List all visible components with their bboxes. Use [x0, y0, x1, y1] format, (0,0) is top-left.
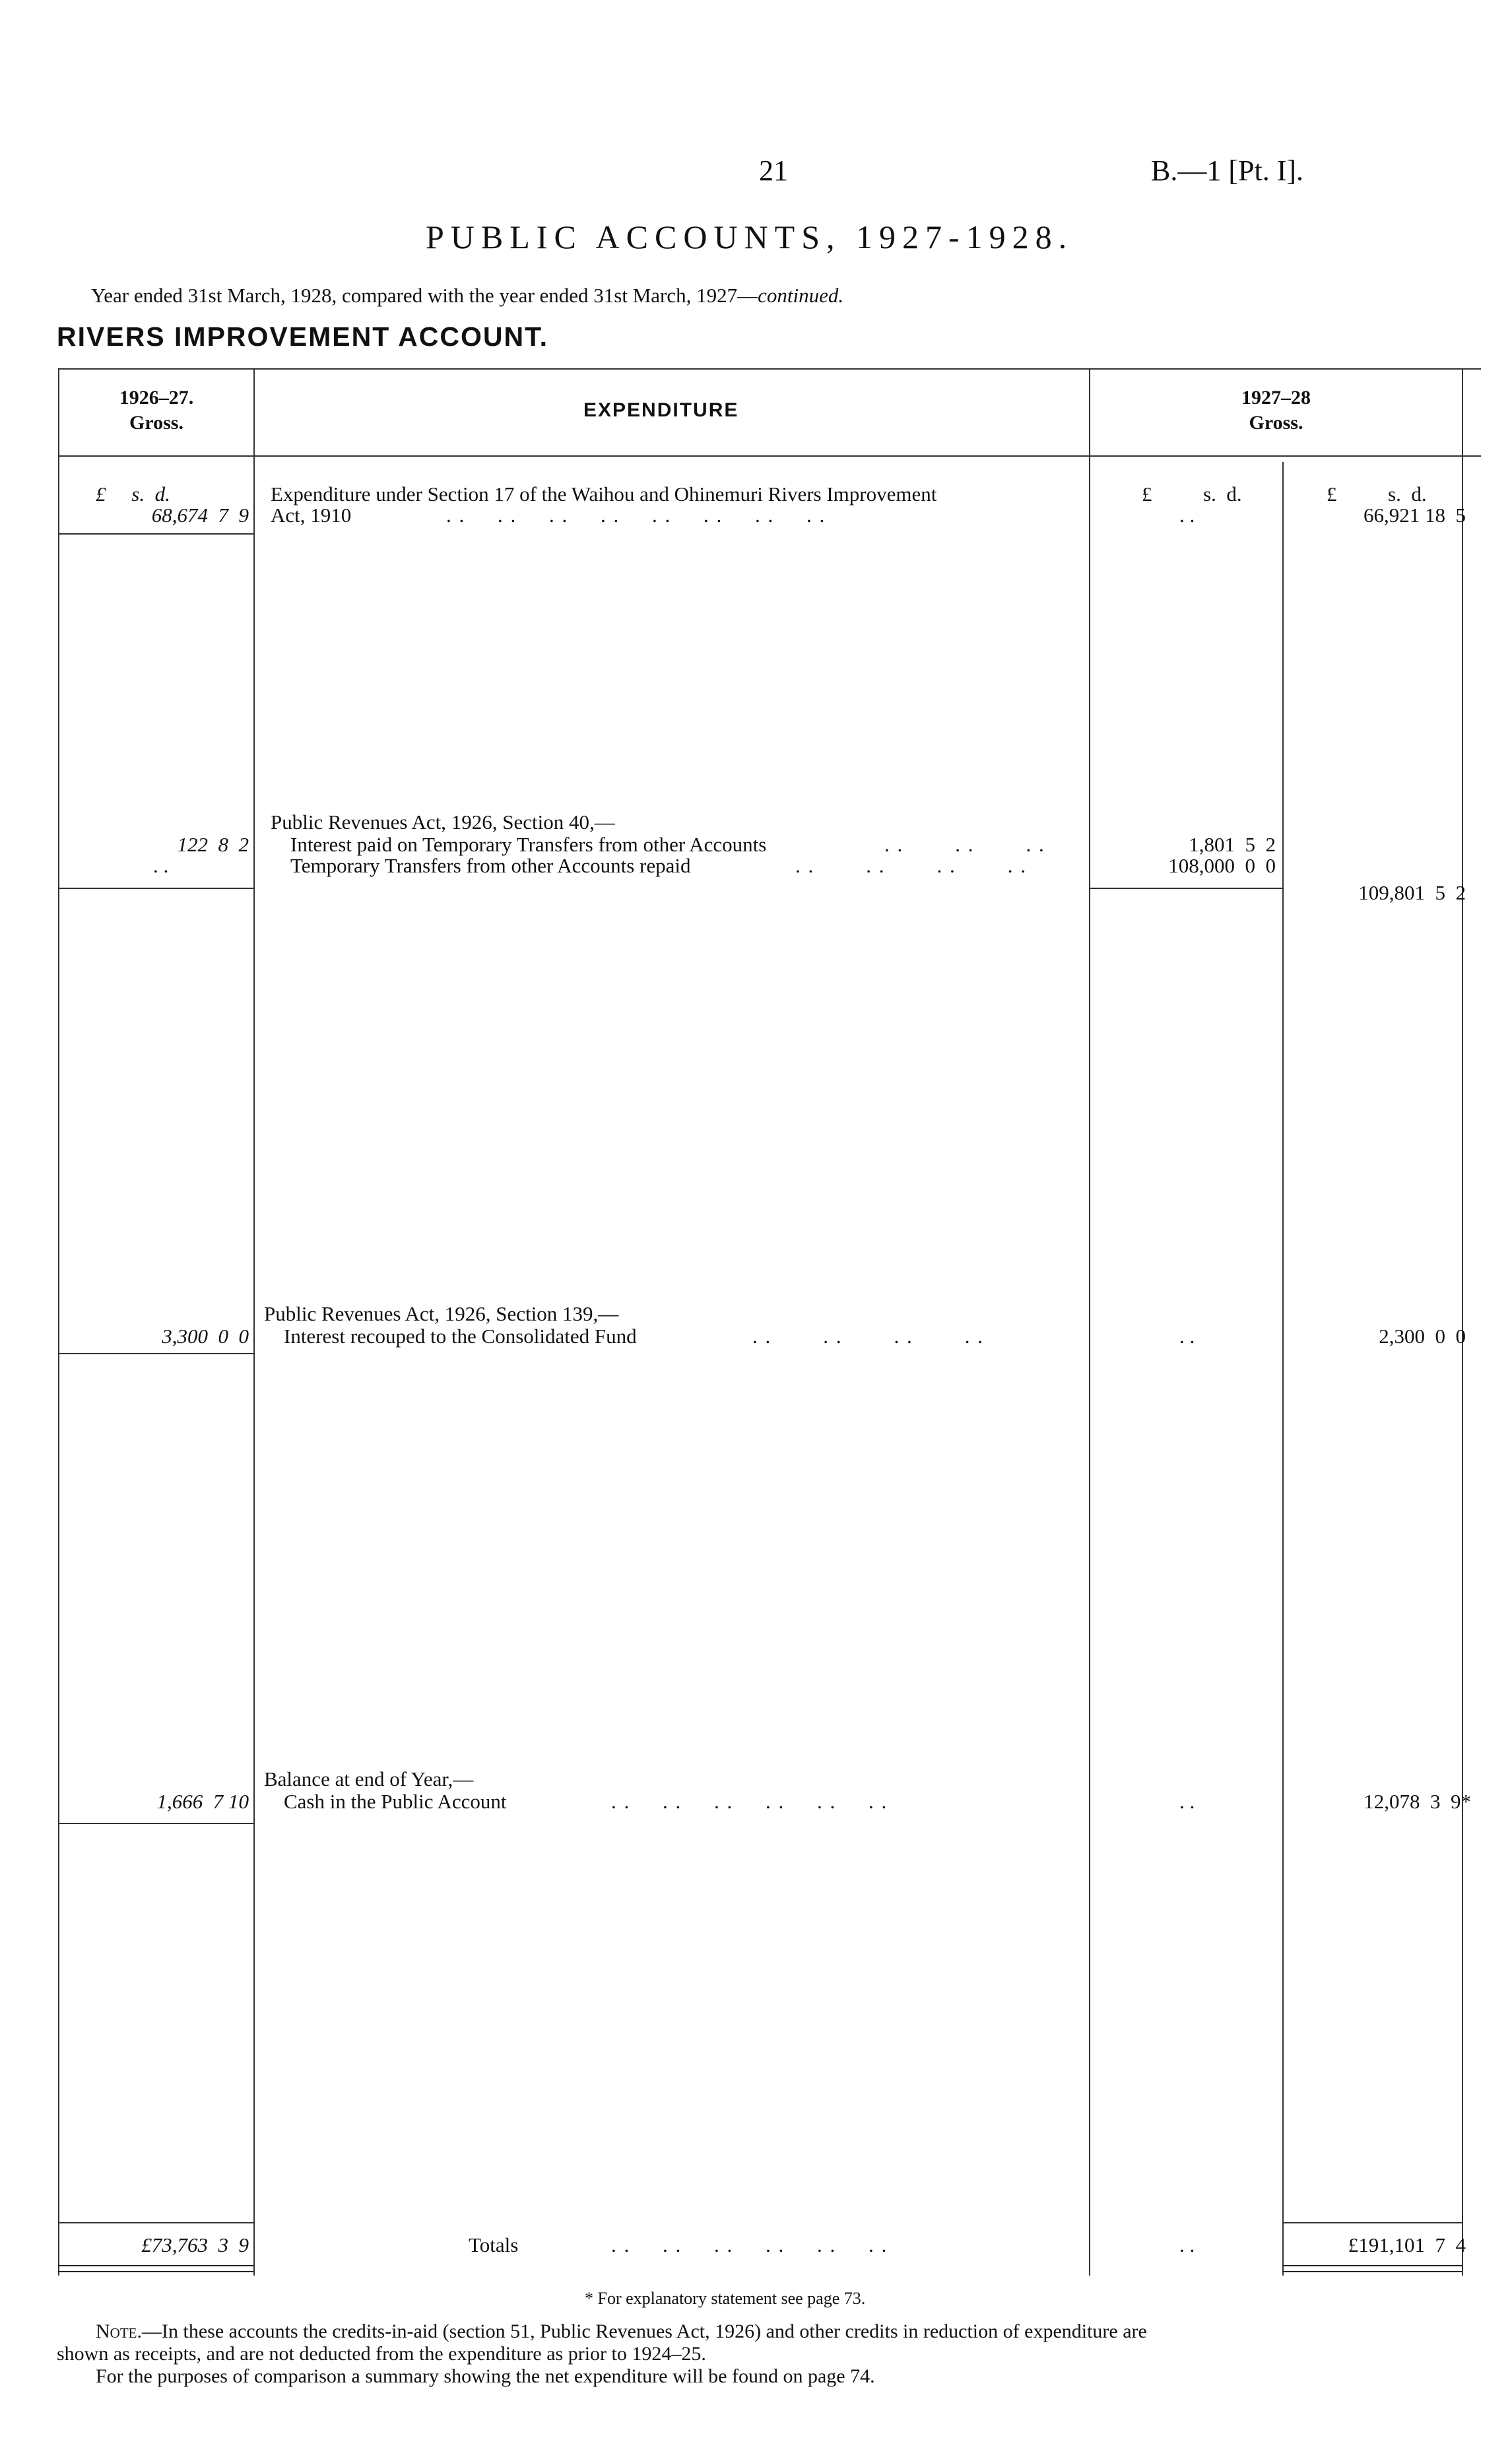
row2-heading: Public Revenues Act, 1926, Section 40,— — [271, 810, 615, 834]
unit-prev: £ s. d. — [96, 482, 170, 506]
table-right-rule — [1462, 368, 1463, 2276]
row1-line2: Act, 1910 — [271, 504, 352, 527]
row1-dots: . . . . . . . . . . . . . . . . — [446, 504, 826, 527]
footnote: * For explanatory statement see page 73. — [585, 2289, 866, 2308]
row4-curr: 12,078 3 9* — [1364, 1790, 1471, 1813]
row2-line-b: Temporary Transfers from other Accounts repaid — [290, 854, 691, 877]
row1-line1: Expenditure under Section 17 of the Waihou and Ohinemuri Rivers Improvement — [271, 482, 937, 506]
totals-prev: £73,763 3 9 — [141, 2233, 249, 2256]
subtitle-continued: continued. — [758, 284, 844, 307]
row2-mid-b: 108,000 0 0 — [1168, 854, 1276, 877]
col-header-prev-year: 1926–27. — [119, 387, 194, 409]
totals-double-rule-prev — [58, 2265, 253, 2272]
note-line-2: shown as receipts, and are not deducted from the expenditure as prior to 1924–25. — [57, 2343, 706, 2365]
page-subtitle — [91, 284, 843, 308]
row1-prev: 68,674 7 9 — [151, 504, 249, 527]
row2-line-a: Interest paid on Temporary Transfers from other Accounts — [290, 833, 767, 856]
row2-dots-b: . . . . . . . . — [795, 854, 1027, 877]
totals-label: Totals — [469, 2233, 519, 2256]
row4-mid: . . — [1179, 1790, 1195, 1813]
page-title: PUBLIC ACCOUNTS, 1927-1928. — [426, 218, 1074, 255]
table-top-rule — [58, 368, 1481, 370]
table-left-rule — [58, 368, 59, 2276]
row2-dots-a: . . . . . . — [884, 833, 1045, 856]
row3-curr: 2,300 0 0 — [1379, 1325, 1466, 1348]
subtitle-main: Year ended 31st March, 1928, compared with the year ended 31st March, 1927— — [91, 284, 758, 307]
totals-mid: . . — [1179, 2233, 1195, 2256]
row3-mid: . . — [1179, 1325, 1195, 1348]
col-header-curr-year: 1927–28 — [1241, 387, 1311, 409]
row4-line: Cash in the Public Account — [284, 1790, 507, 1813]
page-number: 21 — [759, 154, 788, 187]
row2-curr: 109,801 5 2 — [1358, 881, 1466, 904]
col-header-prev-gross: Gross. — [129, 412, 183, 434]
row2-mid-rule — [1090, 888, 1282, 889]
col-divider-2 — [1089, 368, 1090, 2276]
document-reference: B.—1 [Pt. I]. — [1151, 154, 1303, 187]
note-line-1 — [96, 2320, 1147, 2343]
note-line-3: For the purposes of comparison a summary showing the net expenditure will be found on page 74. — [96, 2365, 875, 2387]
row1-prev-rule — [58, 533, 253, 535]
totals-top-rule-curr — [1282, 2222, 1462, 2223]
col-header-curr — [1090, 385, 1462, 436]
row4-dots: . . . . . . . . . . . . — [611, 1790, 888, 1813]
row3-prev-rule — [58, 1353, 253, 1354]
note-lead: Note. — [96, 2320, 142, 2342]
col-header-expenditure: EXPENDITURE — [583, 399, 739, 421]
row4-prev: 1,666 7 10 — [156, 1790, 249, 1813]
row3-line: Interest recouped to the Consolidated Fund — [284, 1325, 637, 1348]
header-bottom-rule — [58, 455, 1481, 457]
row4-prev-rule — [58, 1823, 253, 1824]
totals-curr: £191,101 7 4 — [1348, 2233, 1466, 2256]
totals-dots: . . . . . . . . . . . . — [611, 2233, 888, 2256]
row3-prev: 3,300 0 0 — [162, 1325, 249, 1348]
row3-dots: . . . . . . . . — [752, 1325, 984, 1348]
totals-double-rule-curr — [1282, 2265, 1462, 2272]
row2-prev-a: 122 8 2 — [177, 833, 249, 856]
col-divider-1 — [253, 368, 255, 2276]
row2-mid-a: 1,801 5 2 — [1189, 833, 1276, 856]
row4-heading: Balance at end of Year,— — [264, 1767, 474, 1790]
account-title: RIVERS IMPROVEMENT ACCOUNT. — [57, 321, 548, 352]
row1-mid: . . — [1179, 504, 1195, 527]
col-header-prev — [59, 385, 253, 436]
row2-prev-b: . . — [153, 854, 169, 877]
col-divider-3 — [1282, 462, 1284, 2276]
note-text-1: —In these accounts the credits-in-aid (section 51, Public Revenues Act, 1926) and other credits in reduction of expenditure are — [142, 2320, 1147, 2342]
unit-mid: £ s. d. — [1142, 482, 1242, 506]
row3-heading: Public Revenues Act, 1926, Section 139,— — [264, 1302, 619, 1325]
row1-curr: 66,921 18 5 — [1364, 504, 1466, 527]
unit-curr: £ s. d. — [1327, 482, 1427, 506]
row2-prev-rule — [58, 888, 253, 889]
col-header-curr-gross: Gross. — [1249, 412, 1303, 434]
totals-top-rule-prev — [58, 2222, 253, 2223]
